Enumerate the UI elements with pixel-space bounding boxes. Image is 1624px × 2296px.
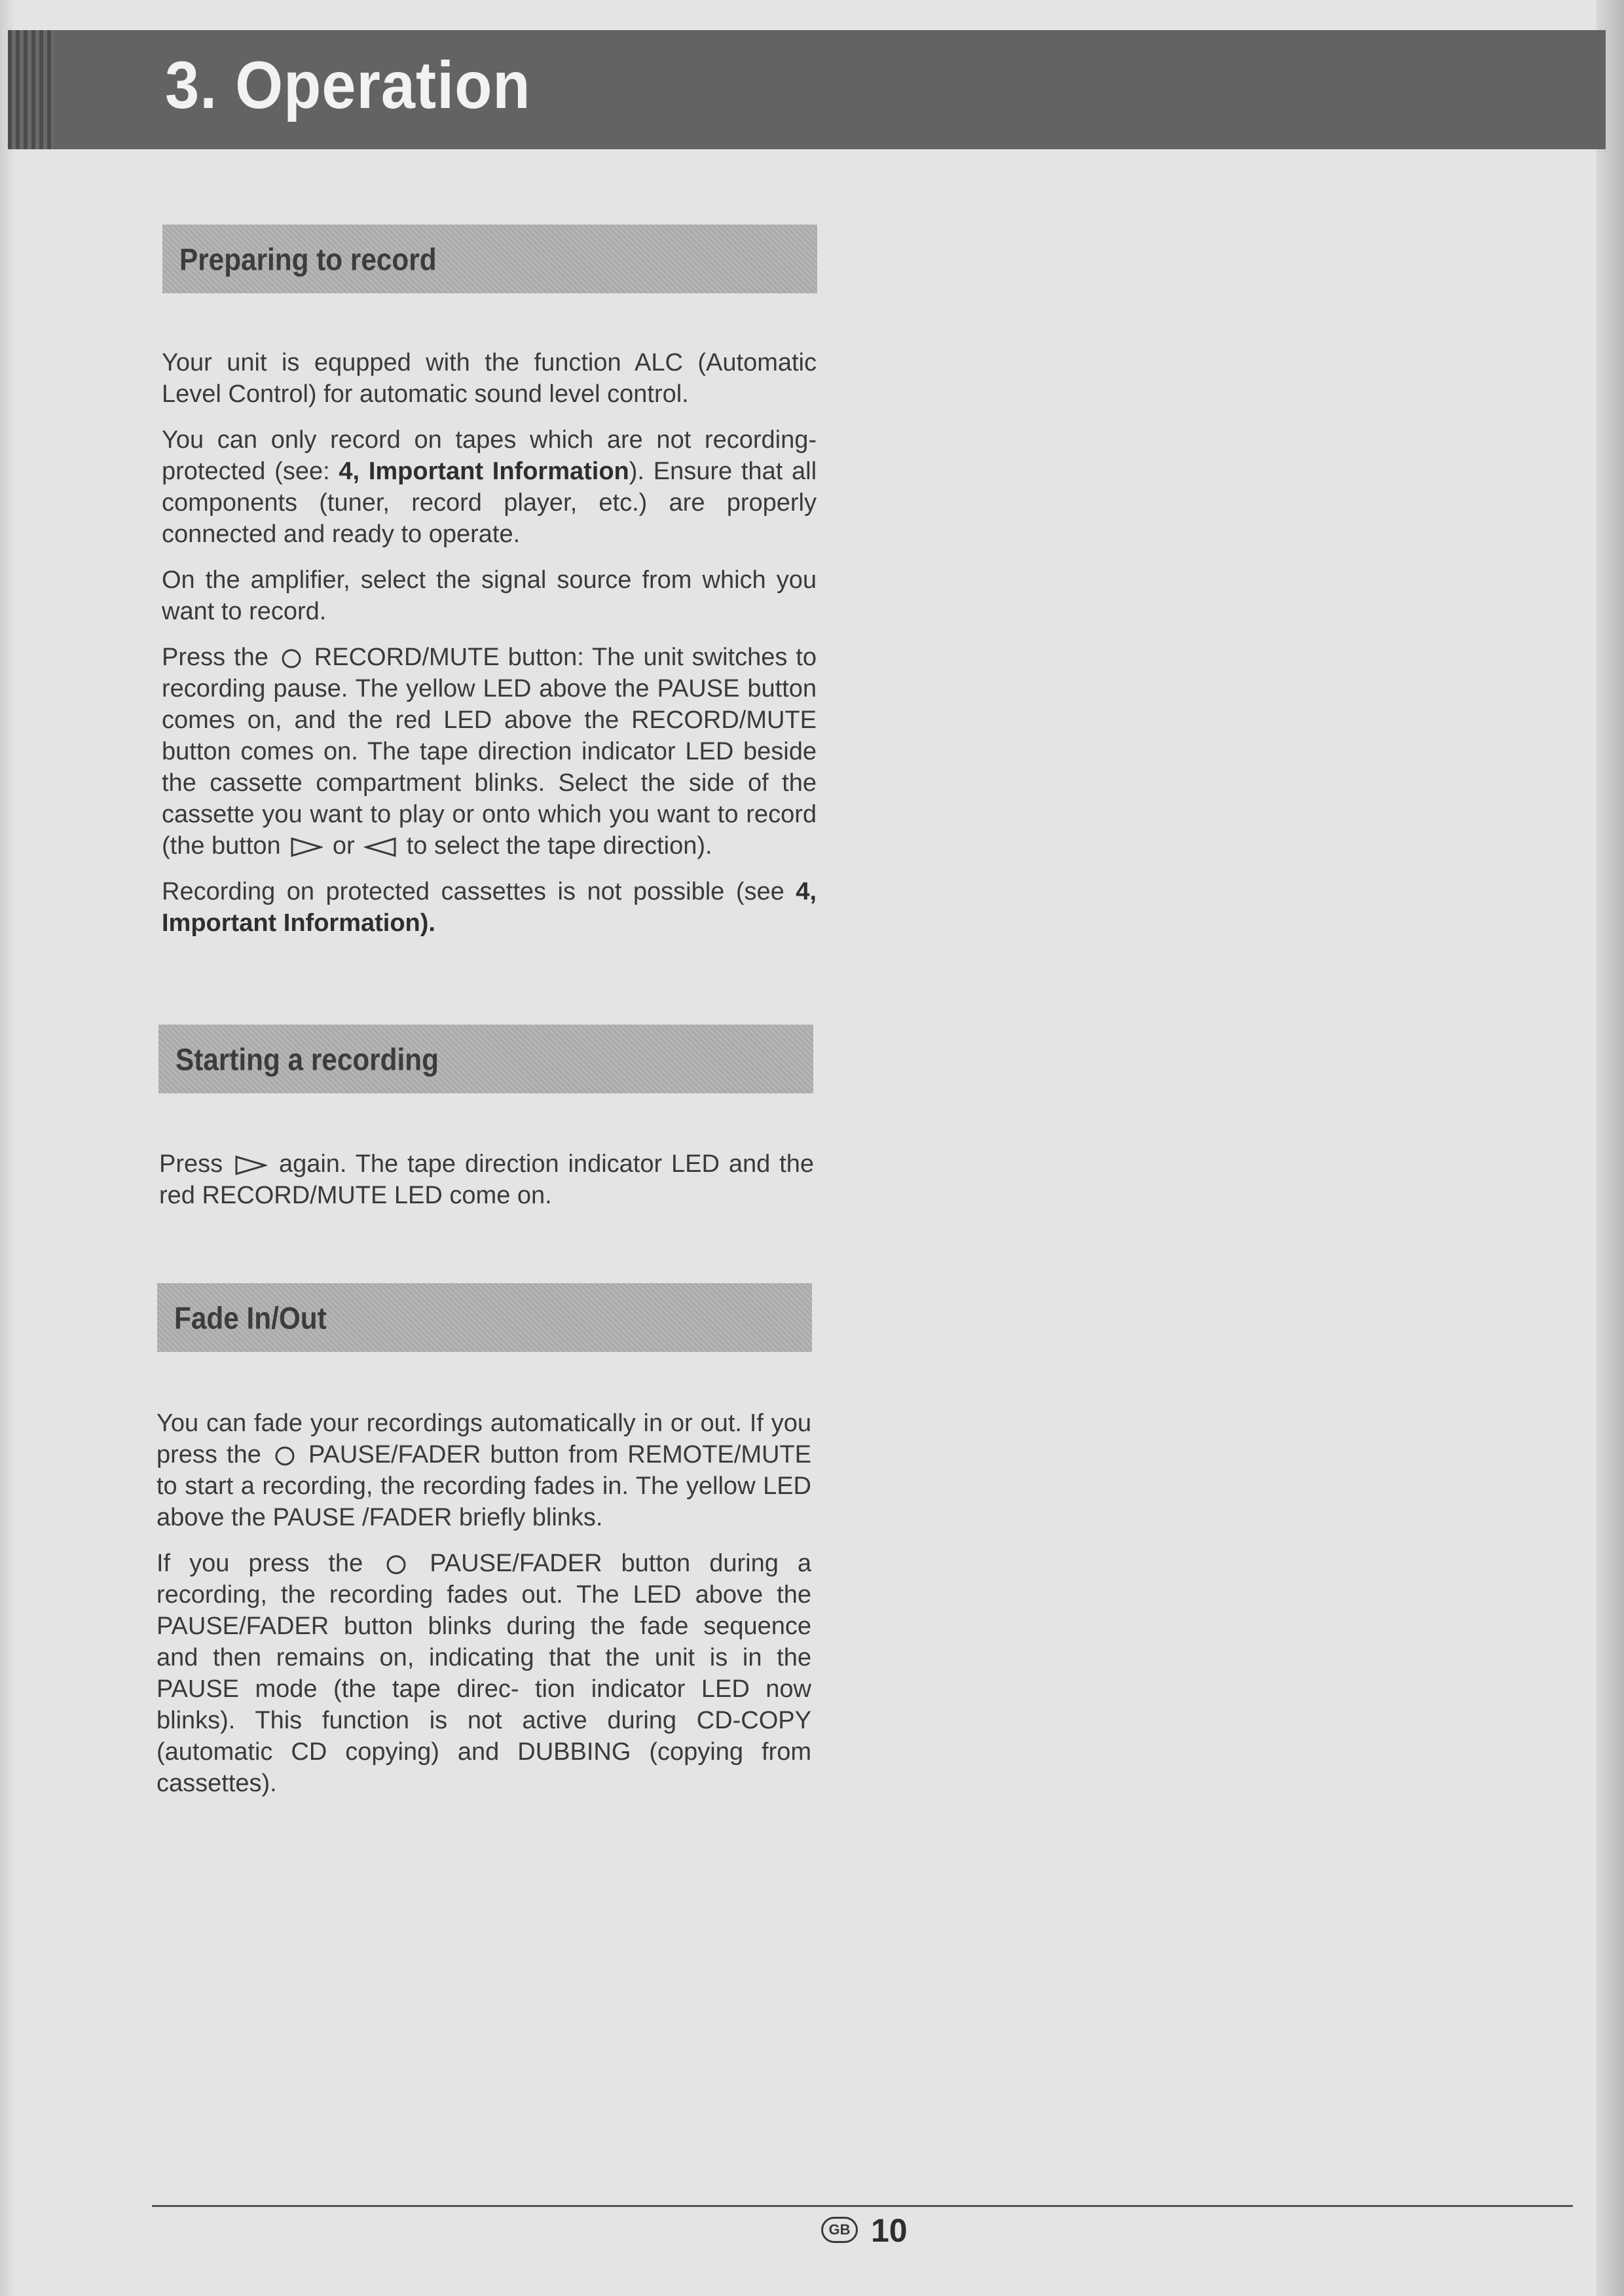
play-left-triangle-icon bbox=[364, 837, 397, 858]
text-run: Recording on protected cassettes is not possible (see bbox=[162, 878, 796, 905]
section-heading-preparing bbox=[162, 225, 817, 293]
text-run: to select the tape direction). bbox=[406, 832, 712, 860]
cross-reference: 4, Important Information bbox=[339, 458, 629, 485]
binding-spine bbox=[8, 30, 54, 149]
paragraph-fade-in bbox=[157, 1408, 811, 1533]
section-body-starting bbox=[159, 1148, 814, 1226]
text-run: ). Ensure that all components (tuner, record player, etc.) are properly connected and ready to operate. bbox=[162, 458, 817, 548]
cross-reference: 4, Important Information bbox=[162, 878, 817, 937]
text-run: RECORD/MUTE button: The unit switches to recording pause. The yellow LED above the PAUSE button comes on, and the red LED above the RECORD/MUTE button comes on. The tape direction indicator LED beside the cassette compartment blinks. Select the side of the cassette you want to play or onto which you want to record (the button bbox=[162, 644, 817, 860]
section-title-starting: Starting a recording bbox=[175, 1042, 439, 1076]
section-heading-starting bbox=[158, 1025, 813, 1093]
paragraph-alc: Your unit is equpped with the function ALC (Automatic Level Control) for automatic sound level control. bbox=[162, 349, 817, 408]
section-body-fade bbox=[157, 1408, 811, 1813]
text-run: If you press the bbox=[157, 1550, 363, 1577]
language-badge: GB bbox=[821, 2217, 858, 2243]
page-left-edge bbox=[0, 0, 14, 2296]
section-title-fade: Fade In/Out bbox=[174, 1300, 327, 1335]
text-run: PAUSE/FADER button during a recording, the recording fades out. The LED above the PAUSE/FADER button blinks during the fade sequence and then remains on, indicating that the unit is in the PAUSE mode (the tape direc- tion indicator LED now blinks). This function is not active during CD-COPY (automatic CD copying) and DUBBING (copying from cassettes). bbox=[157, 1550, 812, 1797]
page-number: 10 bbox=[871, 2212, 908, 2249]
text-run: Press the bbox=[162, 644, 268, 671]
circle-button-icon bbox=[384, 1553, 408, 1576]
page-title: 3. Operation bbox=[165, 48, 531, 122]
paragraph-signal-source: On the amplifier, select the signal source from which you want to record. bbox=[162, 566, 817, 625]
play-right-triangle-icon bbox=[234, 1155, 267, 1176]
text-run: again. The tape direction indicator LED and the red RECORD/MUTE LED come on. bbox=[159, 1150, 814, 1209]
play-right-triangle-icon bbox=[290, 837, 323, 858]
paragraph-fade-out bbox=[157, 1548, 811, 1799]
text-run: or bbox=[332, 832, 355, 860]
circle-button-icon bbox=[273, 1444, 297, 1468]
section-body-preparing bbox=[162, 347, 817, 953]
section-heading-fade bbox=[157, 1283, 812, 1352]
text-run: You can only record on tapes which are not recording-protected (see: bbox=[162, 426, 817, 485]
footer-rule bbox=[152, 2205, 1573, 2207]
circle-button-icon bbox=[280, 647, 303, 670]
section-title-preparing: Preparing to record bbox=[179, 242, 437, 276]
paragraph-protected-cassettes bbox=[162, 876, 817, 939]
paragraph-press-play bbox=[159, 1148, 814, 1211]
text-run: ). bbox=[420, 909, 435, 937]
page-right-edge bbox=[1596, 0, 1624, 2296]
paragraph-protected-tapes bbox=[162, 424, 817, 550]
text-run: You can fade your recordings automatically in or out. If you press the bbox=[157, 1410, 811, 1468]
paragraph-record-mute bbox=[162, 642, 817, 862]
chapter-header-bar bbox=[8, 30, 1606, 149]
text-run: PAUSE/FADER button from REMOTE/MUTE to start a recording, the recording fades in. The yellow LED above the PAUSE /FADER briefly blinks. bbox=[157, 1441, 811, 1531]
text-run: Press bbox=[159, 1150, 223, 1178]
